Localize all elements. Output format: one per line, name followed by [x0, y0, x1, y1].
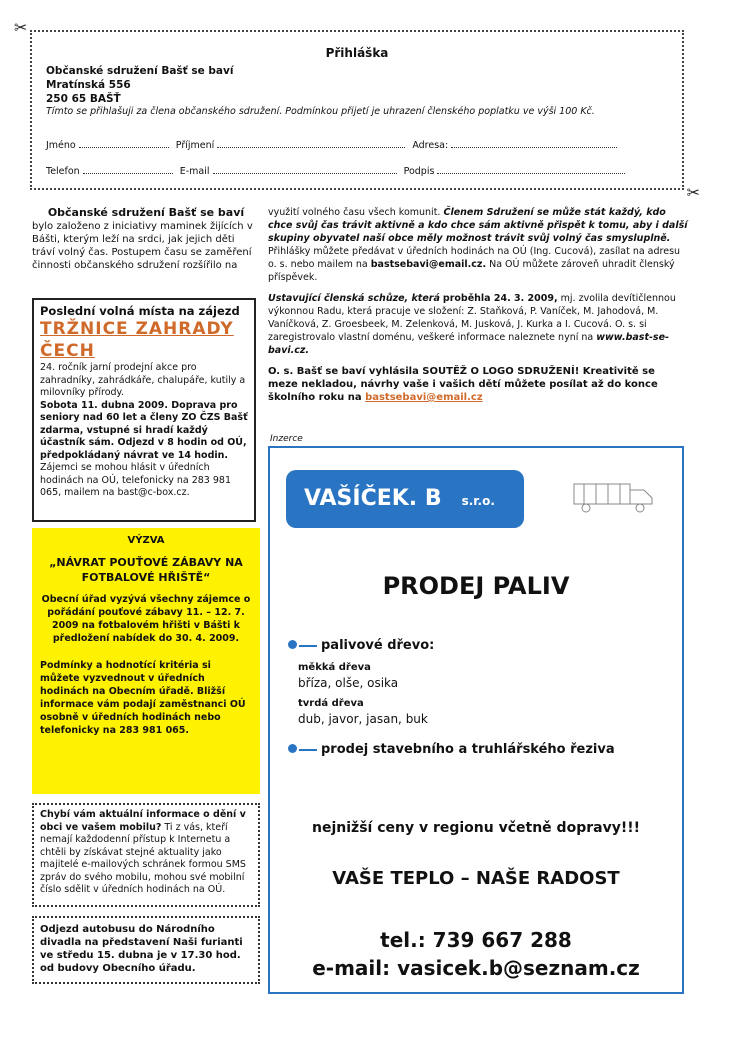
phone-field[interactable] [83, 164, 173, 174]
trip-heading: Poslední volná místa na zájezd [40, 304, 240, 318]
softwood-items: bříza, olše, osika [298, 676, 399, 690]
trip-details: Sobota 11. dubna 2009. Doprava pro seniory nad 60 let a členy ZO ČZS Bašť zdarma, vstupné si hradí každý účastník sám. Odjezd v 8 hodin od OÚ, předpokládaný návrat ve 14 hodin. [40, 399, 248, 461]
signature-field[interactable] [437, 164, 625, 174]
challenge-conditions: Podmínky a hodnotící kritéria si můžete vyzvednout v úředních hodinách na Obecním úřadě. Bližší informace vám podají zaměstnanci OÚ osobně v úředních hodinách nebo telefonicky na 283 981 065. [40, 660, 246, 736]
right-column-text [268, 206, 688, 412]
surname-field[interactable] [217, 138, 405, 148]
challenge-heading: VÝZVA [127, 535, 165, 546]
ad-headline: PRODEJ PALIV [382, 572, 570, 600]
bullet-icon [288, 640, 297, 649]
logo-contest-paragraph: O. s. Bašť se baví vyhlásila SOUTĚŽ O LOGO SDRUŽENÍ! Kreativitě se meze nekladou, návrhy vaše i vašich dětí můžete posílat až do konce školního roku na bastsebavi@email.cz [268, 366, 658, 403]
scissors-icon: ✂ [14, 18, 28, 37]
meeting-paragraph: Ustavující členská schůze, která proběhla 24. 3. 2009, mj. zvolila devítičlennou výkonnou Radu, která pracuje ve složení: Z. Staňková, P. Vaníček, M. Jahodová, M. Vaníčková, Z. Groesbeek, M. Zelenková, M. Jusková, J. Kurka a I. Cucová. O. s. si zaregistrovalo vlastní doménu, veškeré informace naleznete nyní na www.bast-se-bavi.cz. [268, 293, 676, 356]
bullet-line-icon [299, 645, 317, 647]
ad-prices: nejnižší ceny v regionu včetně dopravy!!! [312, 820, 640, 836]
bullet-icon [288, 744, 297, 753]
inzerce-label: Inzerce [270, 434, 303, 444]
trip-contact: Zájemci se mohou hlásit v úředních hodinách na OÚ, telefonicky na 283 981 065, mailem na bast@c-box.cz. [40, 462, 231, 498]
ad-email[interactable]: e-mail: vasicek.b@seznam.cz [312, 956, 640, 980]
membership-paragraph: využití volného času všech komunit. Členem Sdružení se může stát každý, kdo chce svůj čas trávit aktivně a kdo chce sám aktivně přispět k tomu, aby i další skupiny obyvatel naší obce měly možnost trávit svůj volný čas smysluplně. Přihlášky můžete předávat v úředních hodinách na OÚ (Ing. Cucová), zasílat na adresu o. s. nebo mailem na bastsebavi@email.cz. Na OÚ můžete zároveň uhradit členský příspěvek. [268, 207, 688, 283]
fuel-advertisement [268, 446, 684, 994]
scissors-icon: ✂ [686, 183, 700, 202]
hardwood-items: dub, javor, jasan, buk [298, 712, 428, 726]
intro-text: bylo založeno z iniciativy maminek žijících v Bášti, kterým leží na srdci, jak jejich děti tráví volný čas. Postupem času se zaměření činnosti občanského sdružení rozšířilo na [32, 221, 253, 271]
name-field[interactable] [79, 138, 169, 148]
form-title: Přihláška [325, 46, 389, 60]
ad-bullet-firewood: palivové dřevo: [288, 638, 434, 653]
ad-phone: tel.: 739 667 288 [380, 928, 572, 952]
website-link[interactable]: www.bast-se-bavi.cz. [268, 332, 669, 356]
form-row-contact: Telefon E-mail Podpis [46, 164, 629, 177]
company-logo: VAŠÍČEK. B s.r.o. [286, 470, 524, 528]
softwood-label: měkká dřeva [298, 662, 371, 673]
bus-text: Odjezd autobusu do Národního divadla na představení Naši furianti ve středu 15. dubna je v 17.30 hod. od budovy Obecního úřadu. [40, 924, 243, 974]
trip-box [32, 298, 256, 522]
challenge-body: Obecní úřad vyzývá všechny zájemce o pořádání pouťové zábavy 11. – 12. 7. 2009 na fotbalovém hřišti v Bášti k předložení nabídek do 30. 4. 2009. [41, 594, 251, 644]
form-statement: Tímto se přihlašuji za člena občanského sdružení. Podmínkou přijetí je uhrazení členského poplatku ve výši 100 Kč. [46, 106, 595, 117]
bus-box [32, 916, 260, 984]
contest-email-link[interactable]: bastsebavi@email.cz [365, 392, 483, 403]
application-form [14, 18, 700, 202]
intro-section [32, 206, 260, 272]
ad-slogan: VAŠE TEPLO – NAŠE RADOST [332, 868, 620, 889]
email-field[interactable] [213, 164, 397, 174]
mobile-text: Ti z vás, kteří nemají každodenní přístup k Internetu a chtěli by získávat stejné aktuality jako majitelé e-mailových schránek formou SMS zpráv do svého mobilu, mohou své mobilní číslo sdělit v úředních hodinách na OÚ. [40, 821, 246, 895]
bullet-line-icon [299, 749, 317, 751]
truck-icon [570, 478, 660, 514]
form-row-name: Jméno Příjmení Adresa: [46, 138, 621, 151]
hardwood-label: tvrdá dřeva [298, 698, 364, 709]
mobile-info-box [32, 803, 260, 907]
email-link[interactable]: bastsebavi@email.cz. [370, 259, 487, 270]
form-org-address: Občanské sdružení Bašť se baví Mratínská 556 250 65 BAŠŤ [46, 65, 234, 105]
challenge-title: „NÁVRAT POUŤOVÉ ZÁBAVY NA FOTBALOVÉ HŘIŠTĚ“ [49, 556, 243, 584]
intro-heading: Občanské sdružení Bašť se baví [47, 206, 245, 219]
mobile-question: Chybí vám aktuální informace o dění v obci ve vašem mobilu? [40, 809, 246, 833]
trip-text: 24. ročník jarní prodejní akce pro zahradníky, zahrádkáře, chalupáře, kutily a milovníky přírody. [40, 362, 246, 398]
trip-title: TRŽNICE ZAHRADY ČECH [40, 319, 234, 361]
challenge-box [32, 528, 260, 794]
ad-bullet-timber: prodej stavebního a truhlářského řeziva [288, 742, 615, 757]
address-field[interactable] [451, 138, 617, 148]
